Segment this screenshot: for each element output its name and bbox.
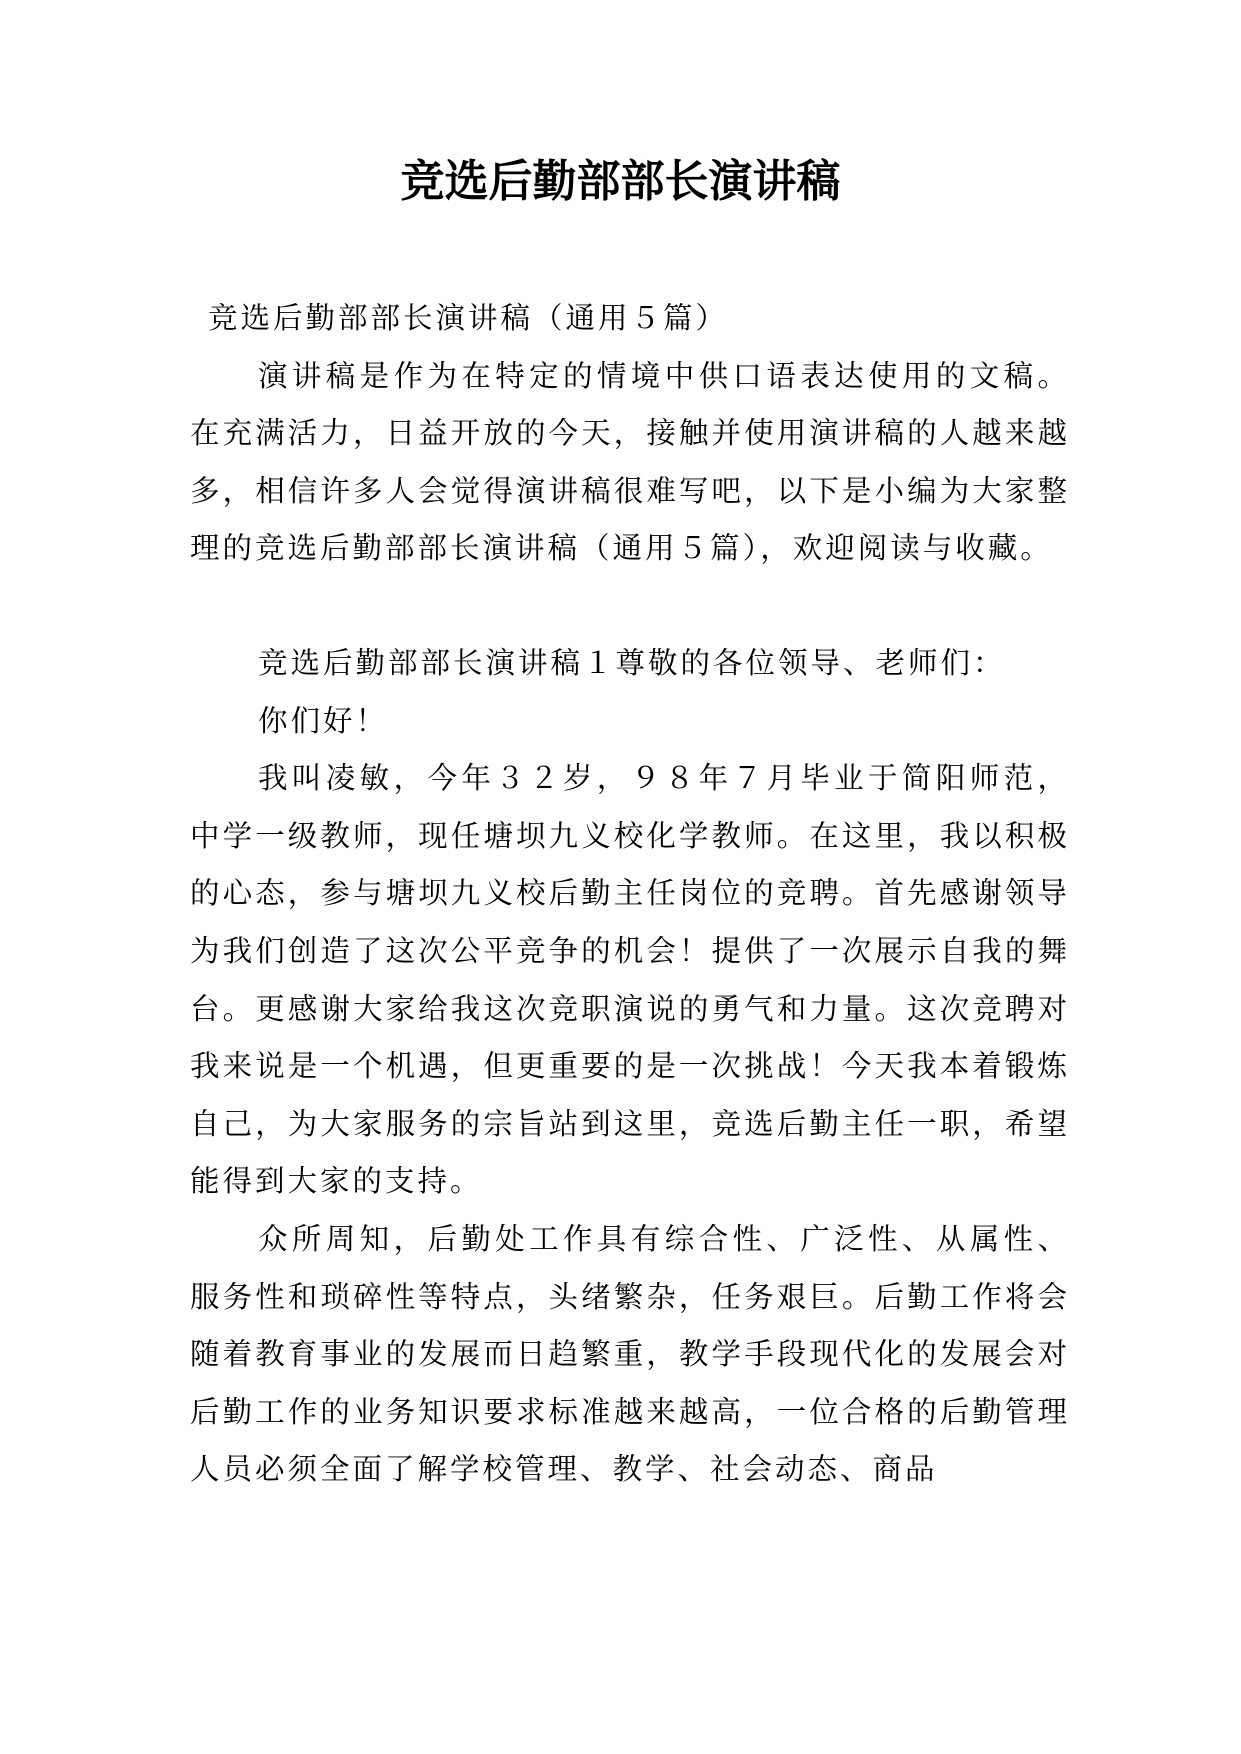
greeting-paragraph: 你们好！ bbox=[258, 703, 389, 738]
self-introduction-paragraph: 我叫凌敏，今年３２岁，９８年７月毕业于简阳师范，中学一级教师，现任塘坝九义校化学教师。在这里，我以积极的心态，参与塘坝九义校后勤主任岗位的竞聘。首先感谢领导为我们创造了这次公平竞争的机会！提供了一次展示自我的舞台。更感谢大家给我这次竞职演说的勇气和力量。这次竞聘对我来说是一个机遇，但更重要的是一次挑战！今天我本着锻炼自己，为大家服务的宗旨站到这里，竞选后勤主任一职，希望能得到大家的支持。 bbox=[190, 761, 1070, 1199]
intro-paragraph: 演讲稿是作为在特定的情境中供口语表达使用的文稿。在充满活力，日益开放的今天，接触并使用演讲稿的人越来越多，相信许多人会觉得演讲稿很难写吧，以下是小编为大家整理的竞选后勤部部长演讲稿（通用５篇），欢迎阅读与收藏。 bbox=[190, 358, 1070, 566]
document-body bbox=[190, 290, 1070, 1499]
speech-heading-paragraph: 竞选后勤部部长演讲稿１尊敬的各位领导、老师们： bbox=[258, 645, 1006, 680]
document-title: 竞选后勤部部长演讲稿 bbox=[400, 156, 841, 207]
logistics-work-paragraph: 众所周知，后勤处工作具有综合性、广泛性、从属性、服务性和琐碎性等特点，头绪繁杂，任务艰巨。后勤工作将会随着教育事业的发展而日趋繁重，教学手段现代化的发展会对后勤工作的业务知识要求标准越来越高，一位合格的后勤管理人员必须全面了解学校管理、教学、社会动态、商品 bbox=[190, 1221, 1070, 1487]
document-subtitle: 竞选后勤部部长演讲稿（通用５篇） bbox=[208, 301, 729, 335]
